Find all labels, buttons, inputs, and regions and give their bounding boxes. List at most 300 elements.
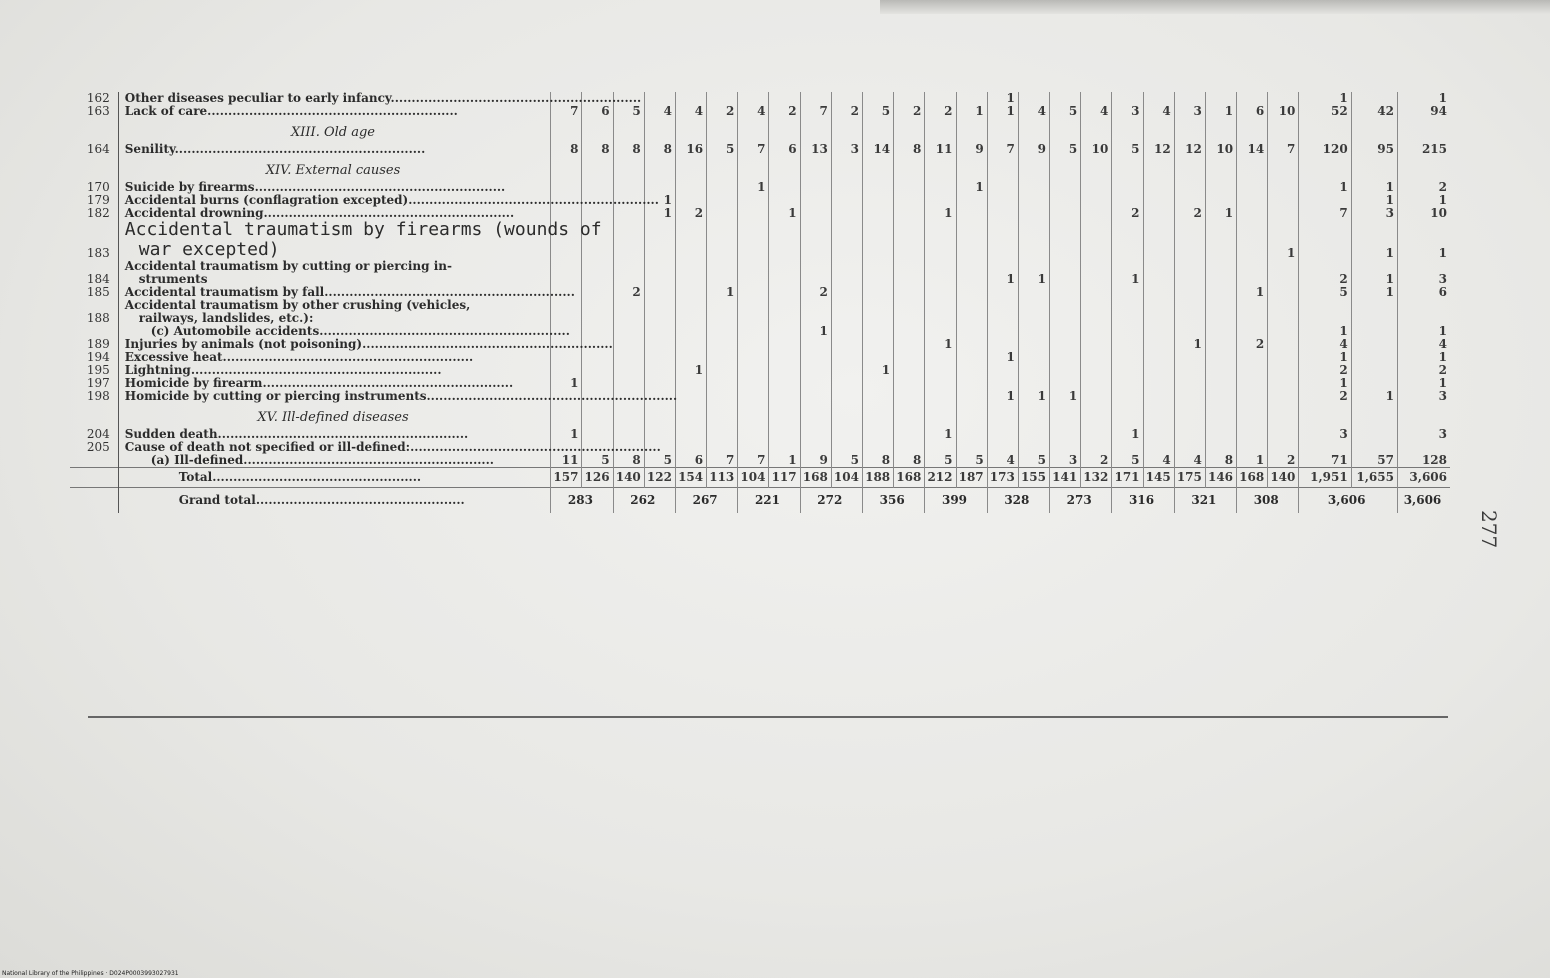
value-cell: 5 (862, 105, 893, 118)
value-cell (1018, 207, 1049, 220)
value-cell: 6 (582, 105, 613, 118)
value-cell: 5 (956, 454, 987, 468)
cause-number: 179 (86, 193, 110, 207)
value-cell (1081, 194, 1112, 207)
value-cell (1351, 428, 1397, 441)
value-cell: 2 (831, 105, 862, 118)
table-row (70, 105, 1450, 118)
section-title: XIV. External causes (118, 156, 551, 181)
value-cell (1112, 286, 1143, 299)
value-cell: 4 (738, 105, 769, 118)
grand-total-row (70, 488, 1450, 514)
value-cell: 7 (800, 105, 831, 118)
cause-label (118, 219, 602, 260)
value-cell (831, 377, 862, 390)
value-cell: 2 (1268, 454, 1299, 468)
value-cell: 4 (675, 105, 706, 118)
value-cell: 71 (1299, 454, 1351, 468)
value-cell (894, 220, 925, 260)
value-cell (675, 220, 706, 260)
value-cell: 57 (1351, 454, 1397, 468)
grand-total-cell: 273 (1050, 488, 1112, 514)
value-cell: 5 (582, 454, 613, 468)
value-cell (1351, 338, 1397, 351)
cause-number: 170 (86, 180, 110, 194)
value-cell (1081, 325, 1112, 338)
value-cell (1081, 220, 1112, 260)
value-cell (800, 220, 831, 260)
value-cell (1050, 286, 1081, 299)
cause-label (118, 143, 551, 156)
value-cell (1205, 181, 1236, 194)
value-cell (675, 181, 706, 194)
value-cell (1018, 351, 1049, 364)
value-cell (1112, 351, 1143, 364)
value-cell: 5 (1018, 454, 1049, 468)
value-cell (1205, 428, 1236, 441)
value-cell: 3 (1397, 428, 1450, 441)
cause-label-text: Homicide by firearm (124, 376, 263, 390)
value-cell: 120 (1299, 143, 1351, 156)
value-cell (987, 428, 1018, 441)
value-cell: 1 (1397, 377, 1450, 390)
value-cell: 7 (738, 143, 769, 156)
value-cell (1143, 390, 1174, 403)
value-cell (987, 194, 1018, 207)
value-cell: 1 (769, 207, 800, 220)
value-cell: 1 (769, 454, 800, 468)
value-cell: 11 (551, 454, 582, 468)
value-cell: 1 (1299, 377, 1351, 390)
value-cell: 1 (1299, 181, 1351, 194)
value-cell (894, 390, 925, 403)
value-cell (675, 299, 706, 325)
value-cell (1081, 286, 1112, 299)
section-heading-row (70, 118, 1450, 143)
value-cell: 2 (1081, 454, 1112, 468)
value-cell (1268, 338, 1299, 351)
value-cell (1205, 260, 1236, 286)
value-cell: 1 (551, 428, 582, 441)
value-cell: 1 (1299, 325, 1351, 338)
cause-label-text: Lack of care (124, 104, 208, 118)
value-cell: 94 (1397, 105, 1450, 118)
cause-number: 188 (86, 311, 110, 325)
value-cell (1143, 325, 1174, 338)
value-cell (1268, 286, 1299, 299)
value-cell: 12 (1174, 143, 1205, 156)
value-cell (1205, 377, 1236, 390)
leader-dots: .................................................. (255, 493, 465, 507)
value-cell (1299, 299, 1351, 325)
value-cell (1112, 390, 1143, 403)
value-cell: 1 (925, 338, 956, 351)
value-cell (1143, 428, 1174, 441)
value-cell (800, 390, 831, 403)
value-cell (956, 428, 987, 441)
total-cell: 1,951 (1299, 468, 1351, 488)
value-cell (956, 377, 987, 390)
value-cell: 5 (1112, 143, 1143, 156)
value-cell: 5 (1299, 286, 1351, 299)
value-cell (738, 194, 769, 207)
value-cell (956, 390, 987, 403)
value-cell (738, 377, 769, 390)
value-cell (831, 299, 862, 325)
value-cell (987, 181, 1018, 194)
value-cell (1143, 299, 1174, 325)
value-cell (707, 260, 738, 286)
value-cell (1237, 181, 1268, 194)
value-cell (1237, 364, 1268, 377)
value-cell (1268, 207, 1299, 220)
value-cell: 1 (1050, 390, 1081, 403)
library-footer: National Library of the Philippines · D024P0003993027931 (2, 970, 179, 977)
value-cell: 3 (1397, 390, 1450, 403)
value-cell (800, 299, 831, 325)
value-cell (831, 286, 862, 299)
value-cell: 4 (1018, 105, 1049, 118)
value-cell (925, 364, 956, 377)
value-cell: 4 (1299, 338, 1351, 351)
total-cell: 140 (613, 468, 644, 488)
value-cell: 1 (925, 428, 956, 441)
cause-label-text: Other diseases peculiar to early infancy (124, 91, 391, 105)
cause-number: 189 (86, 337, 110, 351)
value-cell: 5 (613, 105, 644, 118)
value-cell: 2 (1299, 390, 1351, 403)
grand-total-cell: 3,606 (1299, 488, 1398, 514)
value-cell (769, 299, 800, 325)
value-cell: 9 (1018, 143, 1049, 156)
cause-label-text: Cause of death not specified or ill-defined: (124, 440, 411, 454)
value-cell (1268, 194, 1299, 207)
total-cell: 3,606 (1397, 468, 1450, 488)
value-cell: 1 (644, 207, 675, 220)
value-cell: 8 (582, 143, 613, 156)
value-cell (1237, 194, 1268, 207)
value-cell (1018, 338, 1049, 351)
value-cell: 7 (987, 143, 1018, 156)
value-cell: 3 (1299, 428, 1351, 441)
leader-dots: ............................................................ (408, 193, 659, 207)
value-cell (769, 390, 800, 403)
total-cell: 145 (1143, 468, 1174, 488)
value-cell: 8 (613, 454, 644, 468)
value-cell (675, 325, 706, 338)
value-cell: 7 (1268, 143, 1299, 156)
leader-dots: ............................................................ (362, 337, 613, 351)
value-cell: 5 (1112, 454, 1143, 468)
cause-label-text: Senility (124, 142, 175, 156)
value-cell (894, 325, 925, 338)
value-cell (987, 364, 1018, 377)
grand-total-cell: 316 (1112, 488, 1174, 514)
value-cell (925, 299, 956, 325)
value-cell: 1 (925, 207, 956, 220)
total-cell: 122 (644, 468, 675, 488)
cause-label-text: (a) Ill-defined (150, 453, 244, 467)
value-cell (1050, 338, 1081, 351)
value-cell: 8 (894, 454, 925, 468)
value-cell (1050, 428, 1081, 441)
value-cell (707, 299, 738, 325)
value-cell (925, 390, 956, 403)
value-cell (582, 260, 613, 286)
value-cell: 1 (1397, 194, 1450, 207)
value-cell: 10 (1268, 105, 1299, 118)
value-cell: 3 (831, 143, 862, 156)
value-cell (894, 364, 925, 377)
value-cell: 1 (1205, 105, 1236, 118)
value-cell (707, 194, 738, 207)
value-cell (738, 364, 769, 377)
value-cell (1018, 286, 1049, 299)
value-cell (862, 220, 893, 260)
value-cell: 2 (894, 105, 925, 118)
value-cell: 5 (831, 454, 862, 468)
cause-label-continuation: struments (138, 272, 208, 286)
value-cell: 6 (1237, 105, 1268, 118)
value-cell (613, 325, 644, 338)
value-cell (613, 351, 644, 364)
total-cell: 168 (800, 468, 831, 488)
value-cell (1143, 260, 1174, 286)
value-cell (769, 260, 800, 286)
value-cell (1143, 181, 1174, 194)
cause-label (118, 454, 551, 468)
section-heading-row (70, 403, 1450, 428)
value-cell: 8 (862, 454, 893, 468)
value-cell: 8 (613, 143, 644, 156)
cause-number: 164 (86, 142, 110, 156)
cause-label (118, 389, 678, 403)
cause-number: 198 (86, 389, 110, 403)
value-cell (831, 390, 862, 403)
value-cell (987, 286, 1018, 299)
value-cell: 42 (1351, 105, 1397, 118)
value-cell (675, 260, 706, 286)
value-cell (831, 260, 862, 286)
value-cell (894, 260, 925, 286)
cause-number: 194 (86, 350, 110, 364)
value-cell (551, 351, 582, 364)
value-cell (1205, 351, 1236, 364)
value-cell: 4 (1143, 105, 1174, 118)
value-cell (769, 338, 800, 351)
total-label (118, 468, 551, 488)
cause-number: 162 (86, 91, 110, 105)
value-cell (831, 351, 862, 364)
value-cell: 2 (675, 207, 706, 220)
value-cell: 5 (707, 143, 738, 156)
value-cell (862, 299, 893, 325)
total-cell: 132 (1081, 468, 1112, 488)
value-cell (1050, 207, 1081, 220)
value-cell (769, 351, 800, 364)
value-cell: 2 (1174, 207, 1205, 220)
value-cell (1018, 181, 1049, 194)
value-cell: 2 (1397, 181, 1450, 194)
total-cell: 117 (769, 468, 800, 488)
cause-label-text: Sudden death (124, 427, 218, 441)
value-cell (707, 364, 738, 377)
value-cell (831, 194, 862, 207)
table-row (70, 390, 1450, 403)
value-cell (707, 207, 738, 220)
value-cell (1174, 351, 1205, 364)
cause-number: 182 (86, 206, 110, 220)
value-cell (613, 220, 644, 260)
cause-label-text: Accidental traumatism by fall (124, 285, 325, 299)
value-cell (1018, 325, 1049, 338)
section-title: XIII. Old age (118, 118, 551, 143)
grand-total-label (118, 488, 551, 514)
total-cell: 146 (1205, 468, 1236, 488)
value-cell (1143, 377, 1174, 390)
total-cell: 154 (675, 468, 706, 488)
cause-label-text: Excessive heat (124, 350, 223, 364)
value-cell (644, 351, 675, 364)
value-cell (1050, 364, 1081, 377)
value-cell (1143, 351, 1174, 364)
value-cell: 1 (956, 105, 987, 118)
value-cell (894, 181, 925, 194)
value-cell (1268, 428, 1299, 441)
value-cell: 1 (1397, 325, 1450, 338)
grand-total-cell: 3,606 (1397, 488, 1450, 514)
value-cell (613, 207, 644, 220)
value-cell (862, 286, 893, 299)
value-cell: 6 (1397, 286, 1450, 299)
value-cell (707, 338, 738, 351)
value-cell: 1 (1205, 207, 1236, 220)
value-cell (800, 260, 831, 286)
cause-label-text: Homicide by cutting or piercing instruments (124, 389, 427, 403)
value-cell (1081, 351, 1112, 364)
value-cell: 1 (956, 181, 987, 194)
value-cell: 1 (1351, 220, 1397, 260)
leader-dots: ............................................................ (426, 389, 678, 403)
value-cell (987, 299, 1018, 325)
value-cell (1018, 428, 1049, 441)
cause-number: 183 (86, 246, 110, 260)
value-cell (956, 299, 987, 325)
value-cell: 4 (1397, 338, 1450, 351)
value-cell (1299, 220, 1351, 260)
value-cell (1143, 286, 1174, 299)
cause-number: 205 (86, 440, 110, 454)
value-cell (894, 194, 925, 207)
value-cell: 1 (1174, 338, 1205, 351)
value-cell (1351, 299, 1397, 325)
value-cell (707, 428, 738, 441)
value-cell (1112, 325, 1143, 338)
value-cell (1174, 377, 1205, 390)
value-cell: 10 (1081, 143, 1112, 156)
value-cell: 5 (644, 454, 675, 468)
leader-dots: .................................................. (212, 470, 422, 484)
value-cell (1351, 351, 1397, 364)
total-cell: 188 (862, 468, 893, 488)
value-cell (1050, 220, 1081, 260)
scan-shadow (880, 0, 1550, 14)
grand-total-label-text: Grand total (178, 493, 256, 507)
value-cell (1351, 364, 1397, 377)
value-cell: 10 (1205, 143, 1236, 156)
value-cell (738, 390, 769, 403)
value-cell (1081, 260, 1112, 286)
cause-label-line: Accidental traumatism by cutting or piercing in- (124, 259, 452, 273)
value-cell: 1 (1351, 194, 1397, 207)
value-cell: 1 (1112, 260, 1143, 286)
value-cell: 2 (1112, 207, 1143, 220)
cause-label (118, 105, 551, 118)
value-cell (769, 364, 800, 377)
value-cell (800, 428, 831, 441)
value-cell (862, 428, 893, 441)
cause-label-text: Injuries by animals (not poisoning) (124, 337, 363, 351)
cause-label-continuation: war excepted) (138, 239, 280, 260)
value-cell (1112, 364, 1143, 377)
value-cell (925, 286, 956, 299)
value-cell (1143, 364, 1174, 377)
value-cell: 10 (1397, 207, 1450, 220)
value-cell (769, 220, 800, 260)
value-cell (987, 220, 1018, 260)
total-cell: 212 (925, 468, 956, 488)
value-cell (1268, 260, 1299, 286)
value-cell: 1 (551, 377, 582, 390)
leader-dots: ............................................................ (390, 91, 642, 105)
cause-number: 204 (86, 427, 110, 441)
leader-dots: ............................................................ (243, 453, 494, 467)
total-cell: 141 (1050, 468, 1081, 488)
value-cell: 5 (1050, 143, 1081, 156)
value-cell (675, 390, 706, 403)
grand-total-cell: 272 (800, 488, 862, 514)
value-cell (1268, 299, 1299, 325)
value-cell (1174, 260, 1205, 286)
value-cell (1397, 299, 1450, 325)
value-cell (738, 338, 769, 351)
value-cell (956, 260, 987, 286)
value-cell: 5 (1050, 105, 1081, 118)
total-row (70, 468, 1450, 488)
value-cell: 1 (1351, 390, 1397, 403)
value-cell: 1 (644, 194, 675, 207)
total-cell: 155 (1018, 468, 1049, 488)
value-cell (1174, 220, 1205, 260)
value-cell (644, 325, 675, 338)
value-cell (707, 220, 738, 260)
value-cell: 1 (1351, 181, 1397, 194)
value-cell: 7 (551, 105, 582, 118)
value-cell (862, 325, 893, 338)
section-title: XV. Ill-defined diseases (118, 403, 551, 428)
leader-dots: ............................................................ (222, 350, 474, 364)
value-cell: 2 (1237, 338, 1268, 351)
value-cell (1237, 351, 1268, 364)
value-cell (769, 377, 800, 390)
value-cell (1268, 325, 1299, 338)
grand-total-cell: 308 (1237, 488, 1299, 514)
value-cell (831, 207, 862, 220)
value-cell (1018, 220, 1049, 260)
value-cell (1268, 351, 1299, 364)
value-cell: 1 (987, 105, 1018, 118)
table-row (70, 454, 1450, 468)
